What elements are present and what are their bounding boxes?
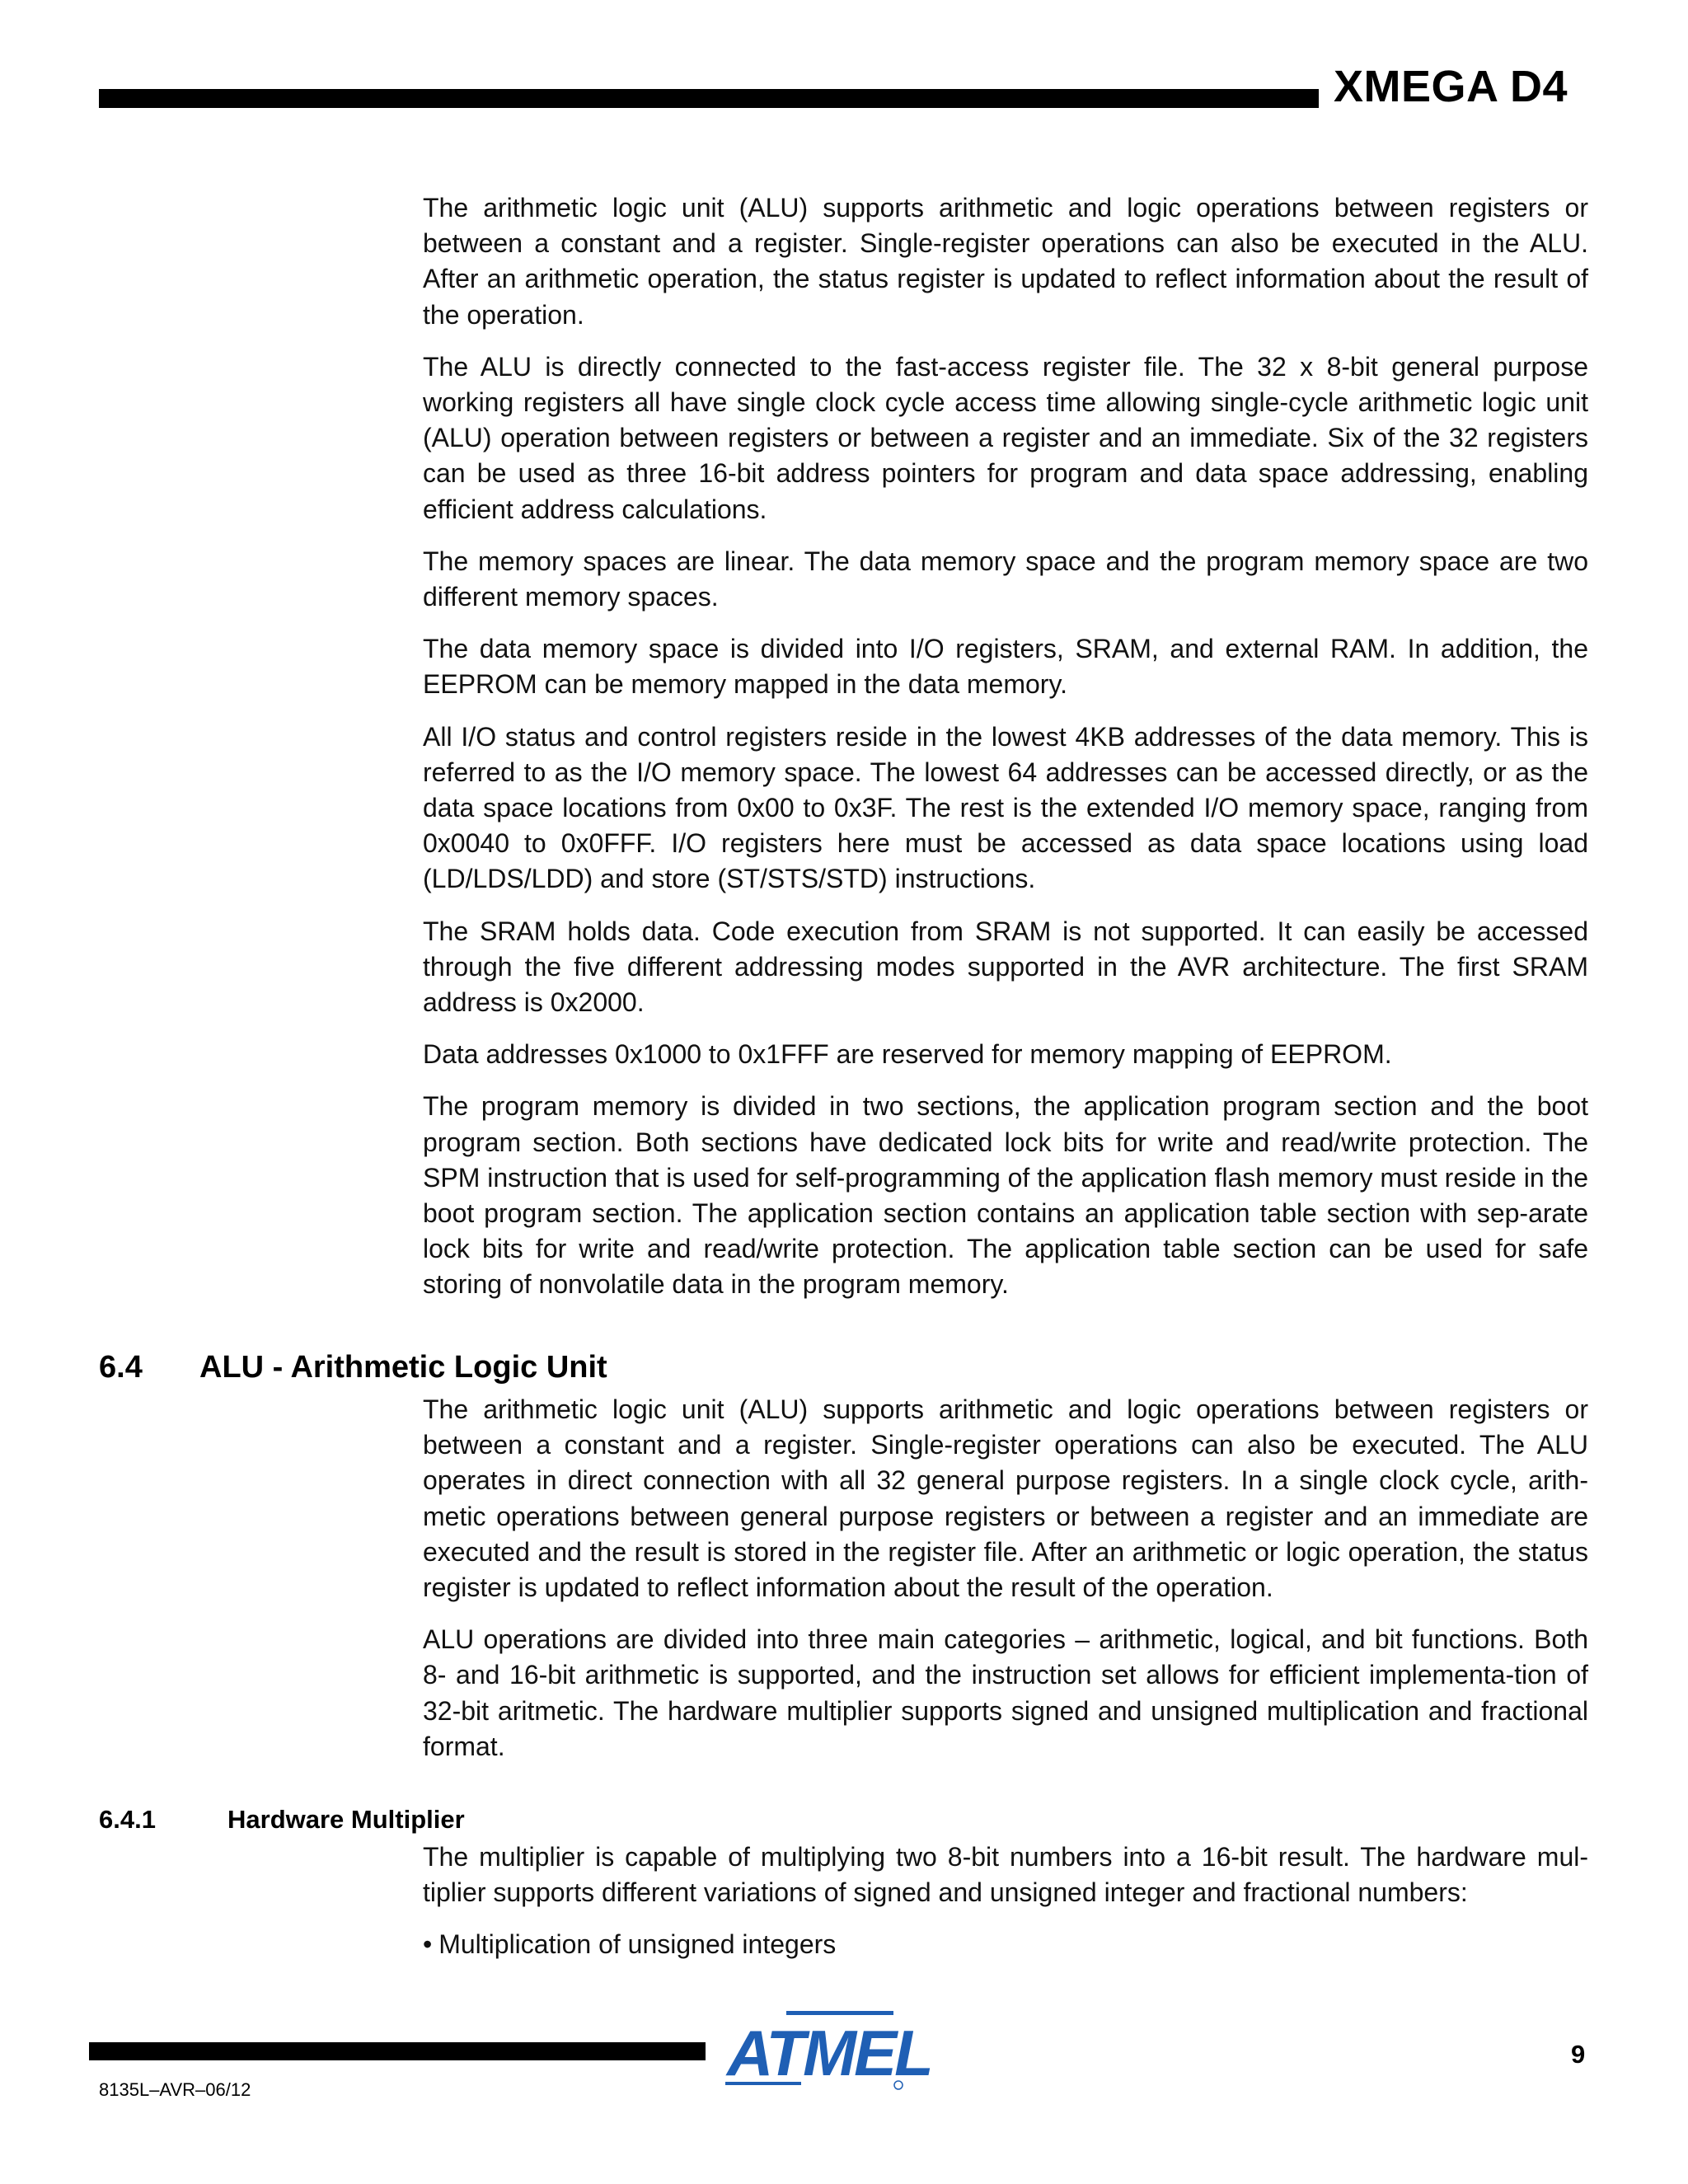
atmel-logo — [725, 2011, 931, 2092]
document-code: 8135L–AVR–06/12 — [99, 2079, 251, 2100]
footer-rule — [89, 2042, 706, 2060]
subsection-heading: Hardware Multiplier — [227, 1805, 465, 1834]
body-paragraph: Data addresses 0x1000 to 0x1FFF are reserved for memory mapping of EEPROM. — [423, 1039, 1392, 1070]
bullet-icon: • — [423, 1929, 433, 1960]
logo-wordmark: ATMEL — [727, 2017, 931, 2089]
bullet-list-item — [423, 1927, 1588, 1962]
body-paragraph: The multiplier is capable of multiplying two 8-bit numbers into a 16-bit result. The hardware mul-tiplier supports different variations of signed and unsigned integer and fractional numbers: — [423, 1842, 1588, 1908]
document-title: XMEGA D4 — [1334, 62, 1568, 111]
body-paragraph: All I/O status and control registers reside in the lowest 4KB addresses of the data memory. This is referred to as the I/O memory space. The lowest 64 addresses can be accessed directly, or as the data space locations from 0x00 to 0x3F. The rest is the extended I/O memory space, ranging from 0x0040 to 0x0FFF. I/O registers here must be accessed as data space locations using load (LD/LDS/LDD) and store (ST/STS/STD) instructions. — [423, 721, 1588, 894]
intro-text-block — [423, 190, 1588, 1303]
body-paragraph: The ALU is directly connected to the fast-access register file. The 32 x 8-bit general purpose working registers all have single clock cycle access time allowing single-cycle arithmetic logic unit (ALU) operation between registers or between a register and an immediate. Six of the 32 registers can be used as three 16-bit address pointers for program and data space addressing, enabling efficient address calculations. — [423, 351, 1588, 524]
section-heading: ALU - Arithmetic Logic Unit — [199, 1350, 607, 1385]
page-number: 9 — [1571, 2040, 1586, 2069]
header-rule — [99, 89, 1319, 108]
body-paragraph: The program memory is divided in two sections, the application program section and the boot program section. Both sections have dedicated lock bits for write and read/write protection. The SPM instruction that is used for self-programming of the application flash memory must reside in the boot program section. The application section contains an application table section with sep-arate lock bits for write and read/write protection. The application table section can be used for safe storing of nonvolatile data in the program memory. — [423, 1091, 1588, 1300]
body-paragraph: ALU operations are divided into three main categories – arithmetic, logical, and bit functions. Both 8- and 16-bit arithmetic is supported, and the instruction set allows for efficient implementa-tion of 32-bit aritmetic. The hardware multiplier supports signed and unsigned multiplication and fractional format. — [423, 1624, 1588, 1761]
subsection-number: 6.4.1 — [99, 1805, 156, 1834]
body-paragraph: The data memory space is divided into I/O registers, SRAM, and external RAM. In addition, the EEPROM can be memory mapped in the data memory. — [423, 634, 1588, 700]
bullet-text: Multiplication of unsigned integers — [438, 1929, 837, 1960]
multiplier-section-text — [423, 1840, 1588, 1963]
body-paragraph: The SRAM holds data. Code execution from SRAM is not supported. It can easily be accessed through the five different addressing modes supported in the AVR architecture. The first SRAM address is 0x2000. — [423, 916, 1588, 1018]
body-paragraph: The arithmetic logic unit (ALU) supports arithmetic and logic operations between registers or between a constant and a register. Single-register operations can also be executed. The ALU operates in direct connection with all 32 general purpose registers. In a single clock cycle, arith-metic operations between general purpose registers or between a register and an immediate are executed and the result is stored in the register file. After an arithmetic or logic operation, the status register is updated to reflect information about the result of the operation. — [423, 1394, 1588, 1603]
section-number: 6.4 — [99, 1350, 143, 1385]
alu-section-text — [423, 1392, 1588, 1765]
body-paragraph: The arithmetic logic unit (ALU) supports arithmetic and logic operations between registers or between a constant and a register. Single-register operations can also be executed in the ALU. After an arithmetic operation, the status register is updated to reflect information about the result of the operation. — [423, 193, 1588, 330]
body-paragraph: The memory spaces are linear. The data memory space and the program memory space are two different memory spaces. — [423, 546, 1588, 612]
